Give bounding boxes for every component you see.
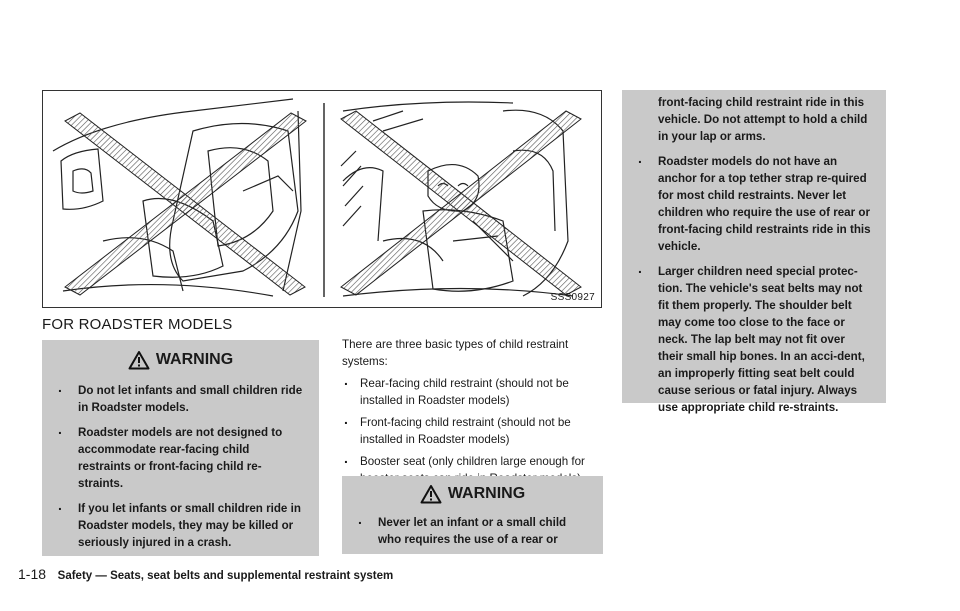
page-footer bbox=[18, 566, 393, 582]
restraint-type-item: . Rear-facing child restraint (should not be installed in Roadster models) bbox=[342, 375, 604, 409]
footer-section-title: Safety — Seats, seat belts and supplemental restraint system bbox=[57, 570, 394, 582]
restraint-type-item: . Front-facing child restraint (should not be installed in Roadster models) bbox=[342, 414, 604, 448]
warning-title bbox=[356, 484, 589, 504]
warning-triangle-icon bbox=[420, 484, 442, 504]
restraint-types-list bbox=[342, 375, 604, 487]
warning-item-part bbox=[356, 514, 589, 548]
body-text bbox=[342, 336, 604, 492]
warning-item-text: front-facing child restraint ride in this vehicle. Do not attempt to hold a child in your lap or arms. bbox=[658, 96, 868, 143]
warning-box-left bbox=[42, 340, 319, 556]
warning-title-text: WARNING bbox=[155, 351, 234, 368]
warning-item: . If you let infants or small children ride in Roadster models, they may be killed or seriously injured in a crash. bbox=[56, 500, 305, 551]
warning-item-continued bbox=[636, 94, 872, 145]
warning-box-right bbox=[622, 90, 886, 414]
warning-triangle-icon bbox=[128, 350, 150, 370]
warning-title-text: WARNING bbox=[447, 485, 526, 502]
intro-paragraph: There are three basic types of child restraint systems: bbox=[342, 338, 569, 368]
page-number: 1-18 bbox=[18, 566, 47, 582]
warning-list bbox=[636, 94, 872, 416]
warning-list bbox=[356, 514, 589, 548]
child-restraint-illustration bbox=[43, 91, 601, 307]
figure-code: SSS0927 bbox=[550, 292, 595, 303]
warning-box-middle bbox=[342, 476, 603, 554]
warning-item: . Roadster models are not designed to accommodate rear-facing child restraints or front-facing child re-straints. bbox=[56, 424, 305, 492]
restraint-type-item: . Booster seat (only children large enough for bbox=[342, 453, 604, 487]
warning-item: . Do not let infants and small children ride in Roadster models. bbox=[56, 382, 305, 416]
warning-item: . Larger children need special protec-tion. The vehicle's seat belts may not fit them properly. The shoulder belt may come too close to the face or neck. The lap belt may not fit over their small hip bones. In an acci-dent, an improperly fitting seat belt could cause serious or fatal injury. Always use appropriate child re-straints. bbox=[636, 263, 872, 416]
illustration-figure bbox=[42, 90, 602, 308]
prohibited-x-right bbox=[341, 111, 581, 295]
warning-list bbox=[56, 382, 305, 551]
warning-item: . Roadster models do not have an anchor for a top tether strap re-quired for most child restraints. Never let children who require the use of rear or front-facing child restraints ride in this vehicle. bbox=[636, 153, 872, 255]
warning-item-text: Never let an infant or a small child who requires the use of a rear or bbox=[378, 516, 567, 546]
prohibited-x-left bbox=[65, 113, 306, 295]
section-heading: FOR ROADSTER MODELS bbox=[42, 316, 233, 333]
warning-title bbox=[56, 350, 305, 370]
